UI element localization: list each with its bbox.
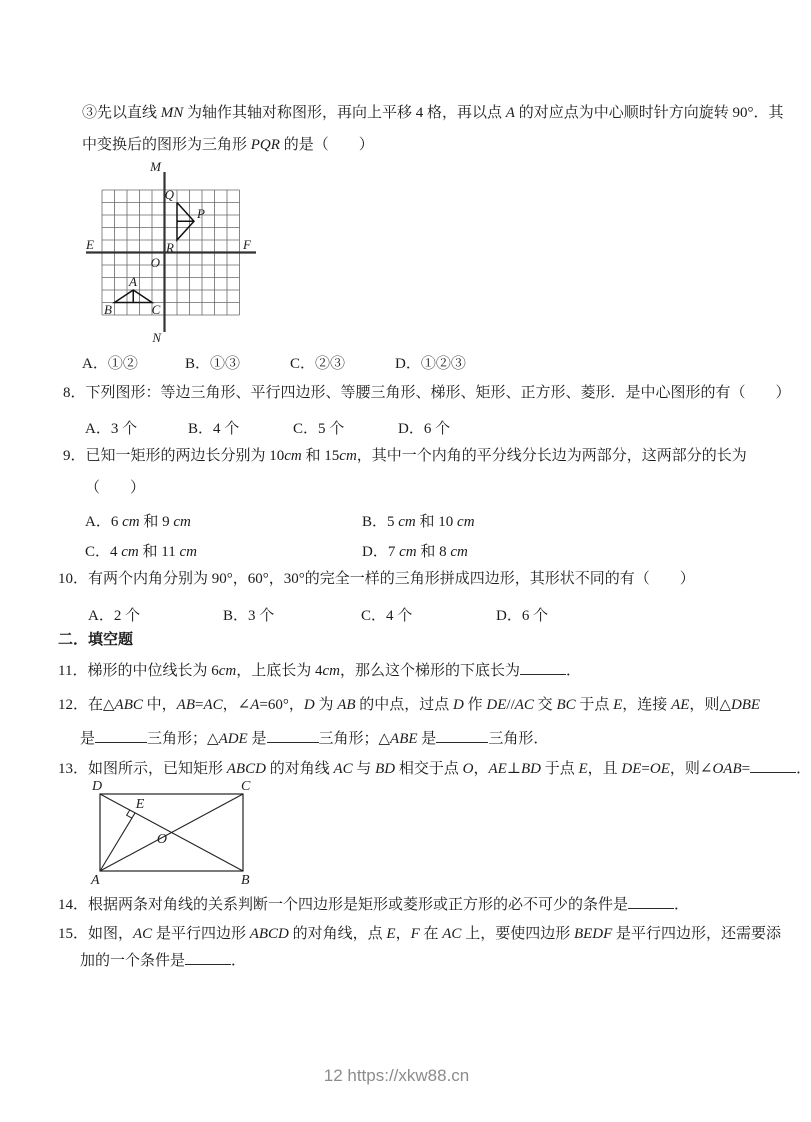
grid-transformation-figure (84, 160, 259, 345)
label-f: F (243, 237, 251, 252)
q7-item3-line1: ③先以直线 MN 为轴作其轴对称图形，再向上平移 4 格，再以点 A 的对应点为中心顺时针方向旋转 90°．其 (82, 105, 784, 121)
label-c: C (151, 302, 161, 317)
q10-option-d: D．6 个 (496, 608, 549, 624)
q9-option-b: B．5 cm 和 10 cm (362, 514, 475, 530)
q15-text-line1: 15．如图，AC 是平行四边形 ABCD 的对角线，点 E，F 在 AC 上，要使四边形 BEDF 是平行四边形，还需要添 (58, 926, 782, 942)
label-b: B (241, 873, 250, 888)
q10-options-row (88, 604, 548, 625)
q8-option-a: A．3 个 (85, 421, 138, 437)
page-footer-url: 12 https://xkw88.cn (323, 1066, 470, 1085)
q7-option-b: B．①③ (185, 356, 241, 372)
q9-option-d: D．7 cm 和 8 cm (362, 544, 468, 560)
q7-option-d: D．①②③ (395, 356, 466, 372)
q8-option-d: D．6 个 (398, 421, 451, 437)
label-d: D (92, 779, 103, 794)
q7-option-c: C．②③ (290, 356, 346, 372)
q14-text: 14．根据两条对角线的关系判断一个四边形是矩形或菱形或正方形的必不可少的条件是 ． (58, 897, 690, 913)
q9-options-row-ab (85, 510, 475, 531)
q10-option-a: A．2 个 (88, 608, 141, 624)
q10-option-c: C．4 个 (361, 608, 413, 624)
q10-option-b: B．3 个 (223, 608, 275, 624)
q12-text-line2: 是 三角形；△ADE 是 三角形；△ABE 是 三角形． (80, 731, 549, 747)
q8-option-c: C．5 个 (293, 421, 345, 437)
q12-text-line1: 12．在△ABC 中，AB=AC，∠A=60°，D 为 AB 的中点，过点 D 作 DE//AC 交 BC 于点 E，连接 AE，则△DBE (58, 697, 761, 713)
q13-text: 13．如图所示，已知矩形 ABCD 的对角线 AC 与 BD 相交于点 O，AE⊥BD 于点 E，且 DE=OE，则∠OAB= ． (58, 761, 811, 777)
label-m: M (150, 159, 161, 174)
label-a: A (91, 873, 100, 888)
label-q: Q (164, 187, 174, 202)
label-a: A (129, 274, 137, 289)
label-o: O (156, 832, 167, 847)
label-e: E (135, 797, 145, 812)
label-r: R (166, 240, 174, 255)
section-2-title: 二．填空题 (58, 631, 134, 648)
q8-option-b: B．4 个 (188, 421, 240, 437)
label-n: N (152, 330, 161, 345)
q9-option-a: A．6 cm 和 9 cm (85, 514, 191, 530)
label-c: C (241, 779, 251, 794)
rectangle-diagonals-figure (85, 776, 275, 890)
q9-options-row-cd (85, 540, 468, 561)
q7-options-row (82, 352, 466, 373)
label-o: O (150, 255, 160, 270)
label-e: E (86, 237, 94, 252)
q11-text: 11．梯形的中位线长为 6cm，上底长为 4cm，那么这个梯形的下底长为 ． (58, 663, 581, 679)
q10-text: 10．有两个内角分别为 90°，60°，30°的完全一样的三角形拼成四边形，其形状不同的有（ ） (58, 571, 695, 587)
label-p: P (197, 206, 205, 221)
q8-text: 8．下列图形：等边三角形、平行四边形、等腰三角形、梯形、矩形、正方形、菱形．是中心图形的有（ ） (63, 385, 791, 401)
q7-item3-line2: 中变换后的图形为三角形 PQR 的是（ ） (82, 137, 374, 153)
q7-option-a: A．①② (82, 356, 138, 372)
triangle-qpr (177, 203, 194, 241)
q9-option-c: C．4 cm 和 11 cm (85, 544, 197, 560)
q9-text-line1: 9．已知一矩形的两边长分别为 10cm 和 15cm，其中一个内角的平分线分长边为两部分，这两部分的长为 (63, 448, 747, 464)
q15-text-line2: 加的一个条件是 ． (80, 953, 247, 969)
q8-options-row (85, 417, 450, 438)
triangle-abc (115, 290, 153, 303)
segment-ae (100, 813, 135, 871)
label-b: B (104, 302, 112, 317)
q9-text-line2: （ ） (85, 480, 146, 496)
